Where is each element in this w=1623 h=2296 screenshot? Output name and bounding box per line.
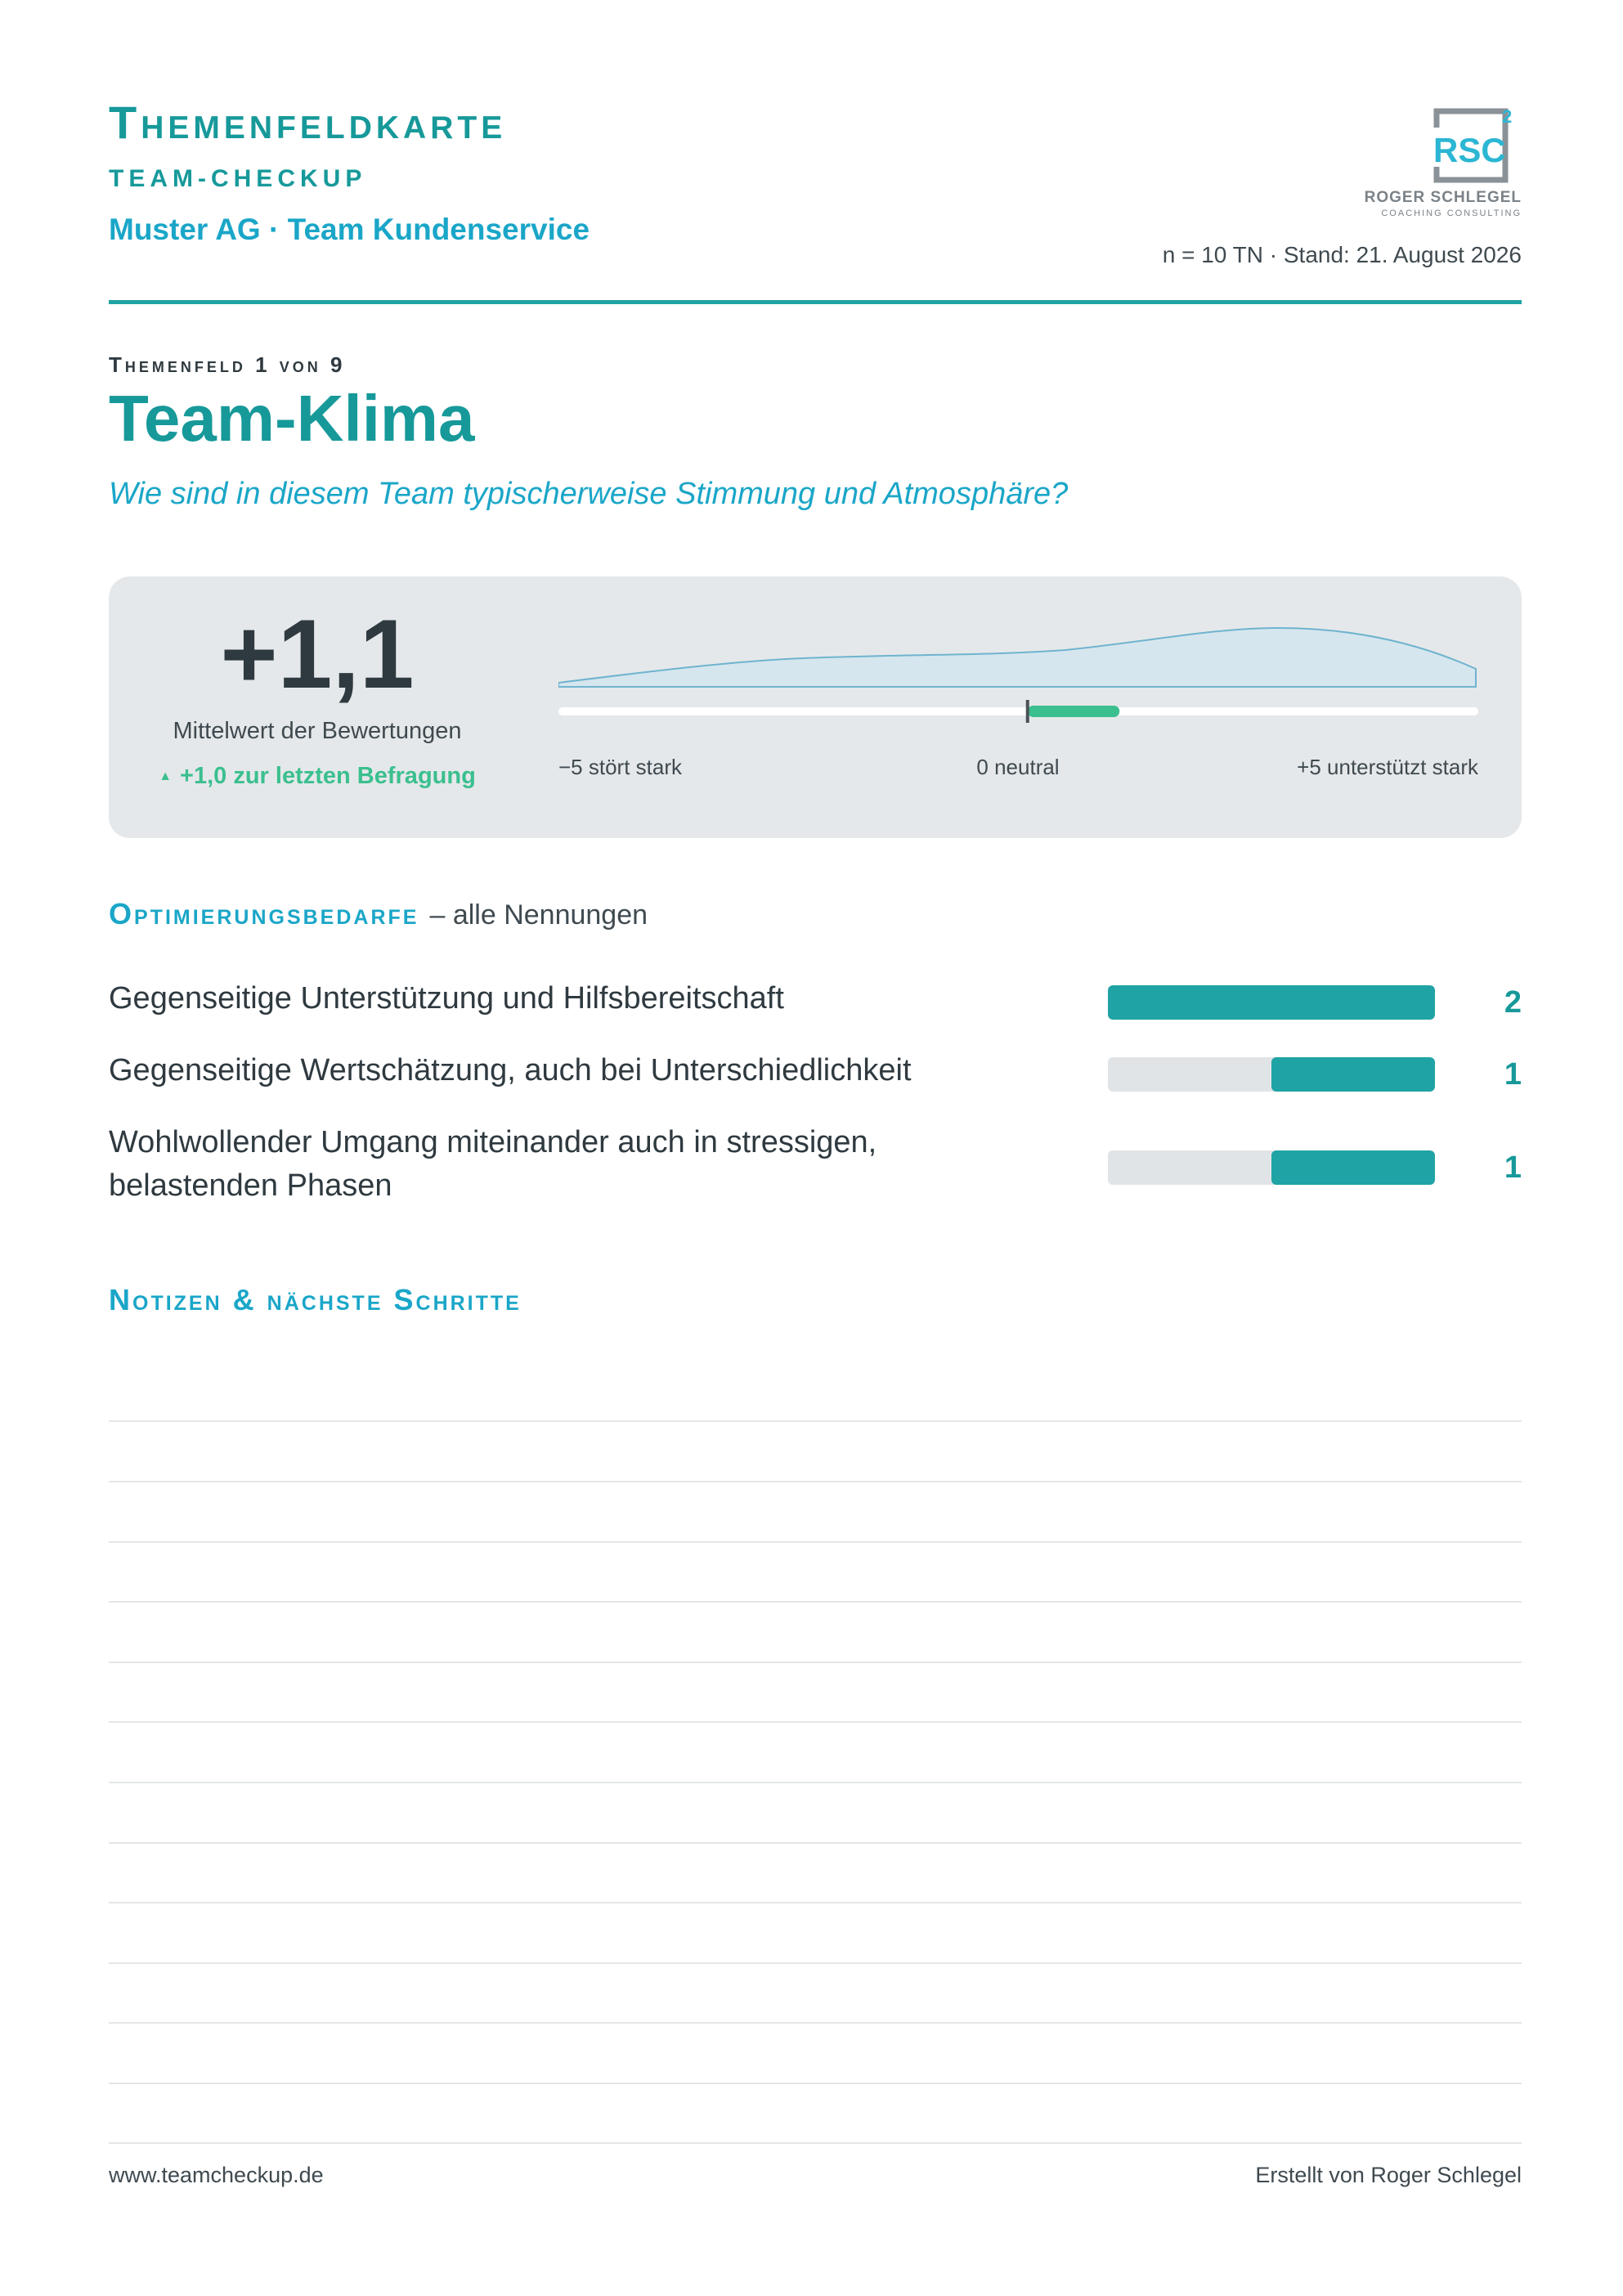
document-title: Themenfeldkarte: [109, 96, 507, 148]
scale-track: [558, 707, 1478, 715]
note-line: [109, 2142, 1522, 2144]
notes-heading: Notizen & nächste Schritte: [109, 1283, 522, 1316]
header-divider: [109, 300, 1522, 304]
need-bar: [1108, 1057, 1435, 1092]
need-text: Wohlwollender Umgang miteinander auch in stressigen, belastenden Phasen: [109, 1125, 877, 1203]
note-line: [109, 2083, 1522, 2084]
scale-label-min: −5 stört stark: [558, 755, 682, 779]
scale-label-mid: 0 neutral: [976, 755, 1060, 779]
scale-label-max: +5 unterstützt stark: [1297, 755, 1478, 779]
note-line: [109, 1481, 1522, 1482]
topic-counter: Themenfeld 1 von 9: [109, 352, 346, 377]
note-line: [109, 1541, 1522, 1543]
footer-website: www.teamcheckup.de: [109, 2163, 324, 2187]
need-bar: [1108, 985, 1435, 1020]
topic-title: Team-Klima: [109, 382, 475, 455]
score-scale: [558, 621, 1478, 728]
document-subtitle: TEAM-CHECKUP: [109, 165, 367, 192]
mean-score-label: Mittelwert der Bewertungen: [173, 718, 462, 744]
note-line: [109, 1420, 1522, 1422]
need-count: 1: [1504, 1150, 1522, 1185]
needs-heading-note: – alle Nennungen: [429, 899, 648, 931]
organization-name: Muster AG · Team Kundenservice: [109, 213, 590, 246]
need-count: 2: [1504, 985, 1522, 1020]
score-delta: [109, 765, 526, 788]
need-count: 1: [1504, 1057, 1522, 1092]
need-bar: [1108, 1150, 1435, 1185]
note-line: [109, 1721, 1522, 1723]
note-line: [109, 1842, 1522, 1844]
page: [109, 0, 1522, 2296]
footer-author: Erstellt von Roger Schlegel: [1255, 2163, 1522, 2187]
needs-heading: [109, 899, 648, 929]
need-bar-fill: [1271, 1057, 1435, 1092]
note-line: [109, 1782, 1522, 1783]
mean-score: +1,1: [220, 599, 415, 709]
triangle-up-icon: ▲: [159, 769, 173, 784]
need-text: Gegenseitige Wertschätzung, auch bei Unterschiedlichkeit: [109, 1053, 912, 1087]
score-card: [109, 576, 1522, 838]
topic-question: Wie sind in diesem Team typischerweise Stimmung und Atmosphäre?: [109, 477, 1069, 511]
note-line: [109, 2022, 1522, 2024]
note-line: [109, 1902, 1522, 1904]
need-bar-fill: [1108, 985, 1435, 1020]
needs-heading-text: Optimierungsbedarfe: [109, 897, 419, 931]
need-text: Gegenseitige Unterstützung und Hilfsbereitschaft: [109, 981, 784, 1016]
survey-meta: n = 10 TN · Stand: 21. August 2026: [1162, 242, 1522, 267]
need-bar-fill: [1271, 1150, 1435, 1185]
logo-tagline: COACHING CONSULTING: [1381, 209, 1522, 218]
logo-name: ROGER SCHLEGEL: [1364, 189, 1522, 206]
note-line: [109, 1601, 1522, 1603]
note-line: [109, 1661, 1522, 1663]
note-line: [109, 1962, 1522, 1964]
logo-mark: RSC: [1433, 131, 1506, 169]
distribution-curve: [558, 628, 1476, 687]
mean-range-bar: [1028, 706, 1120, 717]
score-delta-text: +1,0 zur letzten Befragung: [180, 763, 476, 789]
logo-superscript: 2: [1502, 106, 1513, 127]
